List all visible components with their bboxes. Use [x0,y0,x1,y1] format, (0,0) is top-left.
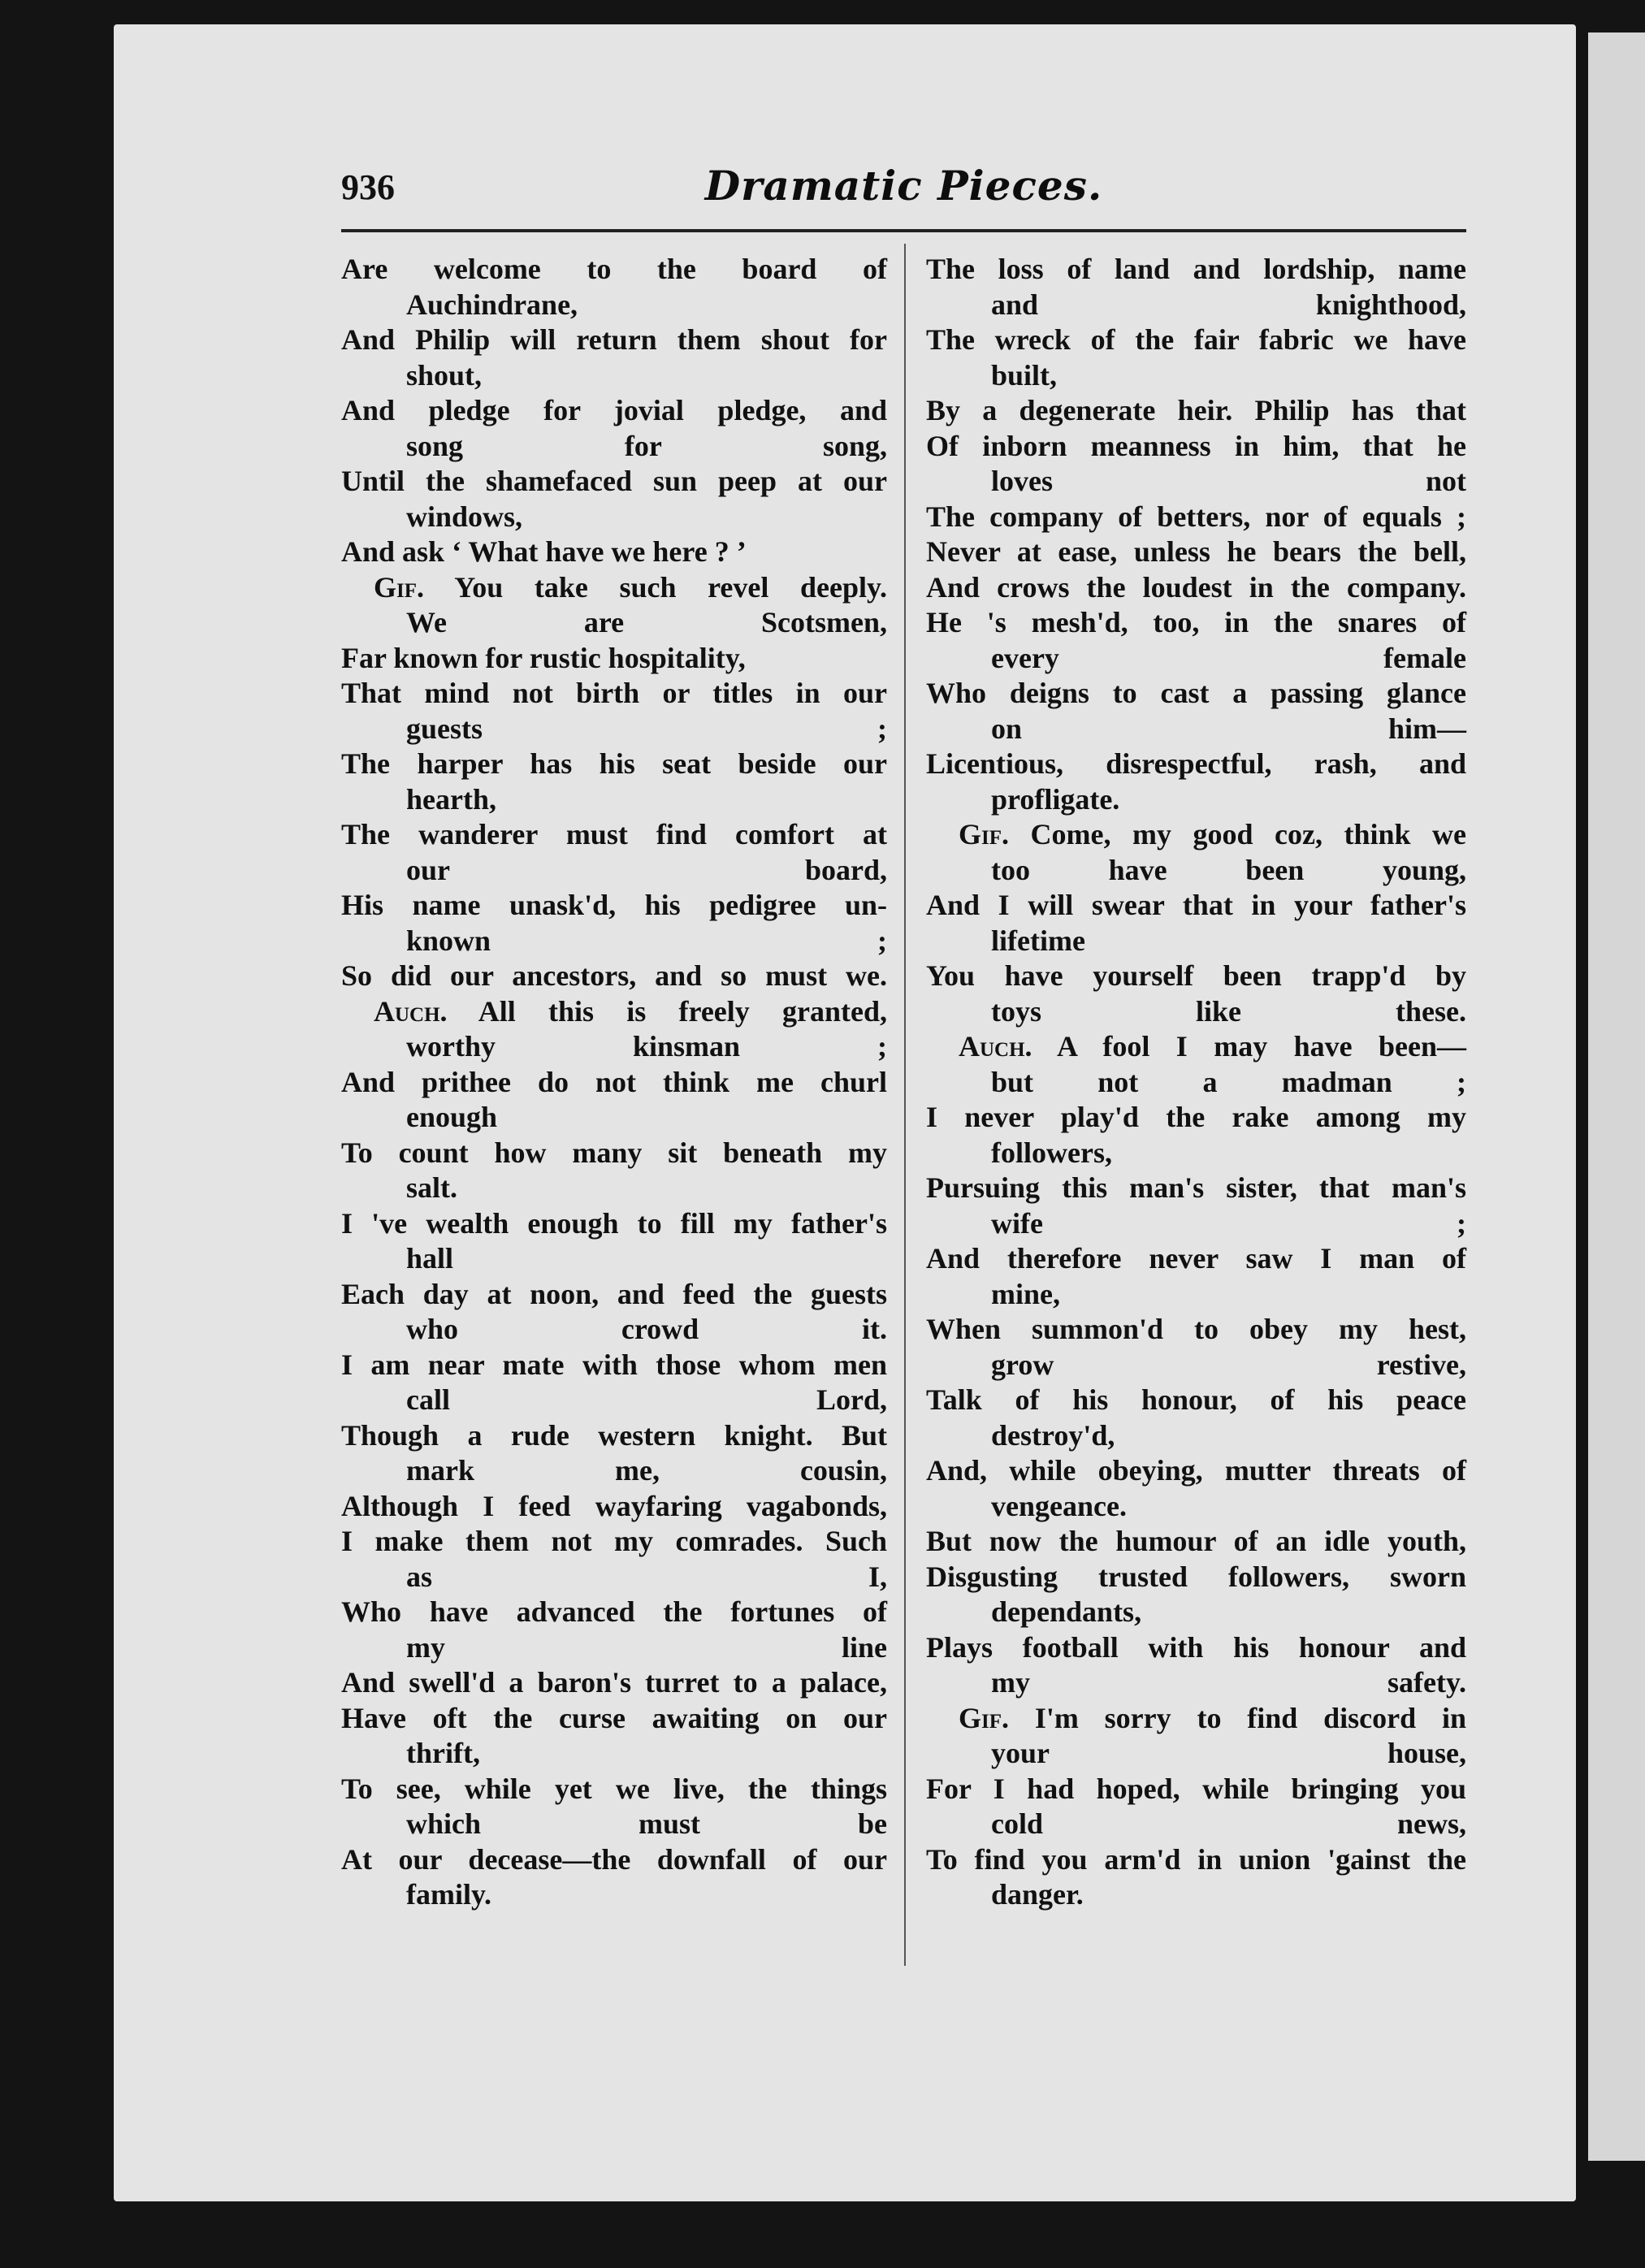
verse-line [926,994,1466,1030]
verse-line [926,605,1466,641]
verse-text: All this is freely granted, [447,994,887,1028]
verse-line [341,1171,887,1206]
verse-text: When summon'd to obey my hest, [926,1313,1466,1345]
verse-line [341,888,887,924]
verse-line [341,393,887,429]
verse-text: Who have advanced the fortunes of [341,1595,887,1628]
verse-line [341,570,887,606]
verse-line [341,747,887,782]
verse-text: The wanderer must find comfort at [341,818,887,850]
verse-line [341,782,887,818]
verse-line [926,322,1466,358]
verse-text: And I will swear that in your father's [926,889,1466,921]
verse-line [341,500,887,535]
verse-line [926,1453,1466,1489]
verse-line [341,322,887,358]
verse-text: Though a rude western knight. But [341,1418,887,1452]
verse-text: followers, [991,1136,1112,1169]
verse-line [926,1772,1466,1807]
verse-text: So did our ancestors, and so must we. [341,959,887,992]
verse-text: And crows the loudest in the company. [926,570,1466,604]
verse-line [341,1842,887,1878]
verse-line [926,1418,1466,1454]
verse-text: Never at ease, unless he bears the bell, [926,535,1466,568]
verse-line [926,853,1466,889]
verse-line [341,853,887,889]
verse-text: and knighthood, [991,288,1466,321]
verse-text: We are Scotsmen, [406,606,887,638]
verse-line [926,464,1466,500]
verse-line [341,1772,887,1807]
verse-line [341,1029,887,1065]
verse-text: I'm sorry to find discord in [1009,1701,1466,1734]
verse-line [926,500,1466,535]
left-column [341,252,887,1913]
verse-line [341,1100,887,1136]
verse-line [341,924,887,959]
verse-text: And swell'd a baron's turret to a palace, [341,1666,887,1699]
verse-line [926,358,1466,394]
verse-text: Licentious, disrespectful, rash, and [926,747,1466,780]
verse-text: The company of betters, nor of equals ; [926,500,1466,533]
speaker-name: Gif. [959,818,1010,850]
verse-text: By a degenerate heir. Philip has that [926,394,1466,426]
verse-text: family. [406,1878,491,1911]
verse-text: wife ; [991,1206,1466,1240]
verse-text: I make them not my comrades. Such [341,1525,887,1557]
verse-text: known ; [406,924,887,957]
verse-text: call Lord, [406,1383,887,1416]
verse-line [926,1136,1466,1171]
verse-text: Of inborn meanness in him, that he [926,429,1466,462]
verse-line [341,1595,887,1630]
verse-text: loves not [991,465,1466,497]
verse-text: cold news, [991,1807,1466,1840]
verse-line [341,641,887,677]
verse-line [926,641,1466,677]
verse-text: The harper has his seat beside our [341,747,887,780]
verse-text: Have oft the curse awaiting on our [341,1701,887,1734]
verse-text: worthy kinsman ; [406,1030,887,1063]
verse-line [926,570,1466,606]
verse-text: toys like these. [991,994,1466,1028]
header-rule [341,229,1466,232]
verse-line [341,1277,887,1313]
verse-text: I never play'd the rake among my [926,1101,1466,1133]
verse-text: Are welcome to the board of [341,253,887,285]
verse-text: guests ; [406,712,887,745]
verse-line [926,1524,1466,1560]
verse-line [341,1136,887,1171]
verse-text: Who deigns to cast a passing glance [926,677,1466,709]
verse-text: song for song, [406,429,887,462]
verse-line [926,1277,1466,1313]
verse-text: but not a madman ; [991,1065,1466,1098]
verse-line [926,888,1466,924]
verse-text: every female [991,641,1466,674]
column-divider [904,244,906,1966]
verse-line [926,1807,1466,1842]
verse-line [341,994,887,1030]
verse-line [341,535,887,570]
verse-line [341,288,887,323]
verse-text: who crowd it. [406,1313,887,1345]
verse-line [926,1489,1466,1525]
verse-line [341,1807,887,1842]
verse-line [341,429,887,465]
verse-text: which must be [406,1807,887,1840]
verse-line [926,535,1466,570]
verse-text: Pursuing this man's sister, that man's [926,1171,1466,1204]
verse-text: as I, [406,1560,887,1593]
verse-line [341,1453,887,1489]
verse-text: Each day at noon, and feed the guests [341,1277,887,1310]
verse-line [926,1560,1466,1595]
verse-text: built, [991,358,1058,392]
verse-text: That mind not birth or titles in our [341,677,887,709]
verse-text: salt. [406,1171,457,1204]
verse-line [341,676,887,712]
verse-line [341,817,887,853]
verse-text: lifetime [991,924,1085,957]
verse-line [926,1312,1466,1348]
verse-line [341,1736,887,1772]
page-number: 936 [341,167,395,207]
verse-text: destroy'd, [991,1418,1115,1452]
verse-text: thrift, [406,1737,480,1769]
verse-text: And prithee do not think me churl [341,1065,887,1098]
verse-line [341,1383,887,1418]
verse-line [341,1665,887,1701]
verse-line [926,1383,1466,1418]
verse-text: But now the humour of an idle youth, [926,1525,1466,1557]
verse-line [341,1418,887,1454]
verse-line [926,1842,1466,1878]
running-title: Dramatic Pieces. [704,162,1103,210]
verse-line [926,1736,1466,1772]
verse-line [341,1630,887,1666]
verse-text: hearth, [406,782,496,816]
verse-line [926,1630,1466,1666]
verse-text: my safety. [991,1666,1466,1699]
verse-text: grow restive, [991,1348,1466,1381]
verse-text: your house, [991,1737,1466,1769]
speaker-name: Gif. [959,1701,1010,1734]
verse-line [926,1100,1466,1136]
verse-text: mark me, cousin, [406,1454,887,1487]
verse-line [926,676,1466,712]
verse-text: windows, [406,500,523,533]
verse-text: I am near mate with those whom men [341,1348,887,1381]
verse-text: And Philip will return them shout for [341,323,887,356]
verse-line [341,605,887,641]
verse-text: Far known for rustic hospitality, [341,641,746,674]
verse-text: dependants, [991,1595,1142,1628]
verse-text: Talk of his honour, of his peace [926,1383,1466,1416]
verse-line [341,1348,887,1383]
verse-text: For I had hoped, while bringing you [926,1772,1466,1805]
speaker-name: Auch. [374,994,448,1028]
verse-line [926,1206,1466,1242]
verse-text: danger. [991,1878,1084,1911]
verse-line [341,959,887,994]
verse-text: profligate. [991,782,1120,816]
verse-text: our board, [406,853,887,886]
verse-text: The wreck of the fair fabric we have [926,323,1466,356]
verse-line [926,1701,1466,1737]
verse-text: I 've wealth enough to fill my father's [341,1206,887,1240]
verse-text: Disgusting trusted followers, sworn [926,1560,1466,1593]
verse-line [926,1665,1466,1701]
verse-line [926,782,1466,818]
verse-text: Although I feed wayfaring vagabonds, [341,1489,887,1522]
verse-text: shout, [406,358,483,392]
verse-text: To see, while yet we live, the things [341,1772,887,1805]
verse-text: Until the shamefaced sun peep at our [341,465,887,497]
verse-text: And therefore never saw I man of [926,1242,1466,1275]
speaker-name: Gif. [374,570,425,604]
verse-line [926,1241,1466,1277]
verse-text: At our decease—the downfall of our [341,1842,887,1876]
verse-line [926,1029,1466,1065]
verse-text: You have yourself been trapp'd by [926,959,1466,992]
verse-text: Come, my good coz, think we [1009,818,1466,850]
verse-text: mine, [991,1277,1060,1310]
verse-text: And, while obeying, mutter threats of [926,1454,1466,1487]
verse-text: His name unask'd, his pedigree un- [341,889,887,921]
verse-text: To find you arm'd in union 'gainst the [926,1842,1466,1876]
verse-line [341,1560,887,1595]
verse-line [926,1348,1466,1383]
verse-line [926,1171,1466,1206]
verse-text: too have been young, [991,853,1466,886]
verse-text: To count how many sit beneath my [341,1136,887,1169]
verse-line [341,1877,887,1913]
verse-line [926,1595,1466,1630]
verse-line [341,712,887,747]
verse-text: Auchindrane, [406,288,578,321]
verse-line [926,747,1466,782]
verse-line [341,1701,887,1737]
verse-text: my line [406,1630,887,1664]
verse-line [926,252,1466,288]
verse-line [341,358,887,394]
verse-text: He 's mesh'd, too, in the snares of [926,606,1466,638]
verse-text: vengeance. [991,1489,1127,1522]
verse-text: A fool I may have been— [1032,1030,1466,1063]
verse-line [341,1489,887,1525]
verse-text: The loss of land and lordship, name [926,253,1466,285]
verse-line [926,429,1466,465]
verse-text: You take such revel deeply. [424,570,887,604]
verse-line [926,817,1466,853]
verse-line [926,959,1466,994]
verse-text: And ask ‘ What have we here ? ’ [341,535,747,568]
verse-line [341,252,887,288]
speaker-name: Auch. [959,1030,1032,1063]
verse-line [341,1065,887,1101]
verse-line [926,1877,1466,1913]
verse-line [926,288,1466,323]
verse-line [341,1524,887,1560]
verse-line [341,1312,887,1348]
verse-text: Plays football with his honour and [926,1630,1466,1664]
verse-line [926,924,1466,959]
verse-text: enough [406,1101,498,1133]
verse-line [341,464,887,500]
verse-line [926,393,1466,429]
right-column [926,252,1466,1913]
verse-line [926,1065,1466,1101]
verse-text: And pledge for jovial pledge, and [341,394,887,426]
verse-line [341,1241,887,1277]
page-header [341,162,1466,223]
verse-line [341,1206,887,1242]
verse-text: hall [406,1242,454,1275]
verse-text: on him— [991,712,1466,745]
adjacent-page-edge [1588,32,1645,2161]
verse-line [926,712,1466,747]
